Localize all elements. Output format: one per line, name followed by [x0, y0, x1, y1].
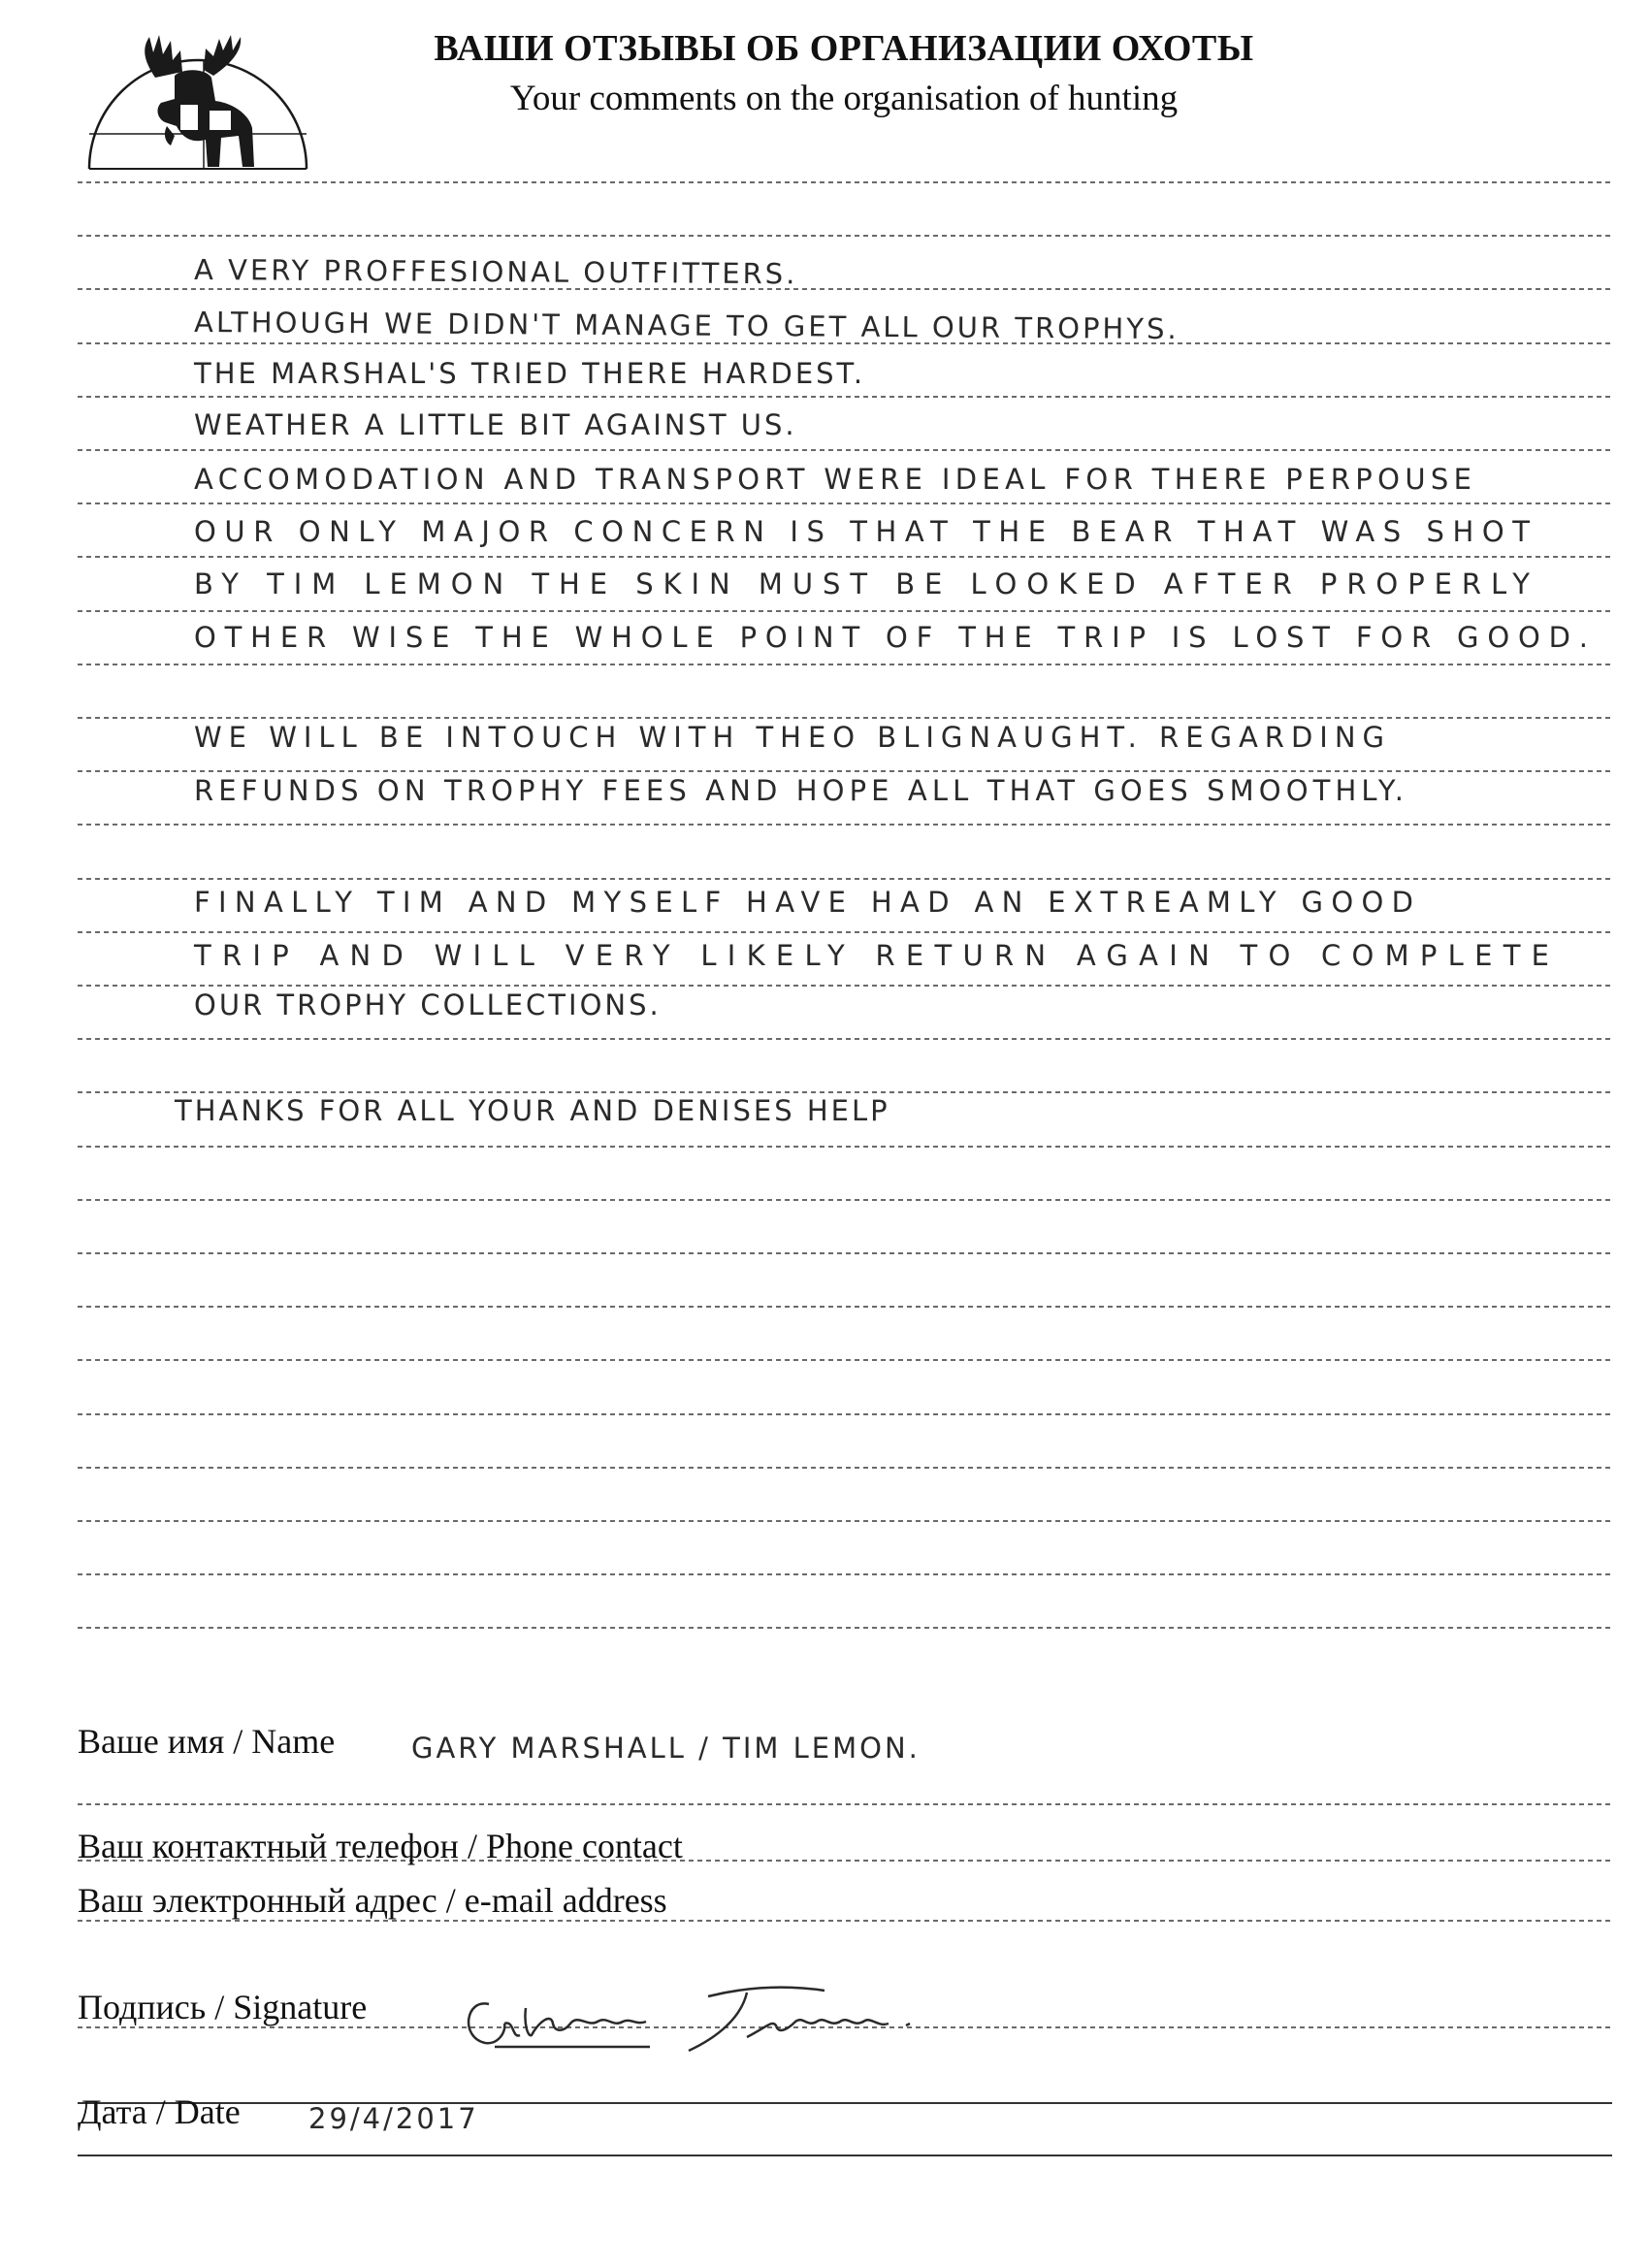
- comment-line: OTHER WISE THE WHOLE POINT OF THE TRIP IS LOST FOR GOOD.: [194, 621, 1592, 654]
- comment-line: TRIP AND WILL VERY LIKELY RETURN AGAIN TO COMPLETE: [194, 939, 1552, 972]
- form-title-en: Your comments on the organisation of hunting: [509, 79, 1179, 118]
- comment-line: BY TIM LEMON THE SKIN MUST BE LOOKED AFTER PROPERLY: [194, 567, 1533, 600]
- comment-line: OUR ONLY MAJOR CONCERN IS THAT THE BEAR THAT WAS SHOT: [194, 515, 1533, 548]
- comment-line: ACCOMODATION AND TRANSPORT WERE IDEAL FOR THERE PERPOUSE: [194, 463, 1474, 496]
- form-title-ru: ВАШИ ОТЗЫВЫ ОБ ОРГАНИЗАЦИИ ОХОТЫ: [434, 28, 1254, 69]
- comment-line: A VERY PROFFESIONAL OUTFITTERS.: [193, 253, 798, 291]
- email-label: Ваш электронный адрес / e-mail address: [78, 1881, 667, 1920]
- comment-line: OUR TROPHY COLLECTIONS.: [194, 988, 662, 1021]
- comment-line: THANKS FOR ALL YOUR AND DENISES HELP: [175, 1094, 890, 1127]
- comment-line: WE WILL BE INTOUCH WITH THEO BLIGNAUGHT. REGARDING: [194, 721, 1387, 754]
- comment-line: ALTHOUGH WE DIDN'T MANAGE TO GET ALL OUR TROPHYS.: [193, 306, 1180, 346]
- name-value: GARY MARSHALL / TIM LEMON.: [411, 1732, 921, 1765]
- date-label: Дата / Date: [78, 2092, 241, 2131]
- comment-line: THE MARSHAL'S TRIED THERE HARDEST.: [194, 357, 866, 390]
- comment-line: REFUNDS ON TROPHY FEES AND HOPE ALL THAT GOES SMOOTHLY.: [194, 774, 1406, 807]
- comment-line: WEATHER A LITTLE BIT AGAINST US.: [194, 408, 797, 441]
- signature-label: Подпись / Signature: [78, 1988, 368, 2026]
- phone-label: Ваш контактный телефон / Phone contact: [78, 1827, 683, 1865]
- date-value: 29/4/2017: [308, 2102, 479, 2135]
- comment-line: FINALLY TIM AND MYSELF HAVE HAD AN EXTREAMLY GOOD: [194, 886, 1416, 919]
- name-label: Ваше имя / Name: [78, 1722, 336, 1761]
- signature-image: [456, 1969, 1077, 2066]
